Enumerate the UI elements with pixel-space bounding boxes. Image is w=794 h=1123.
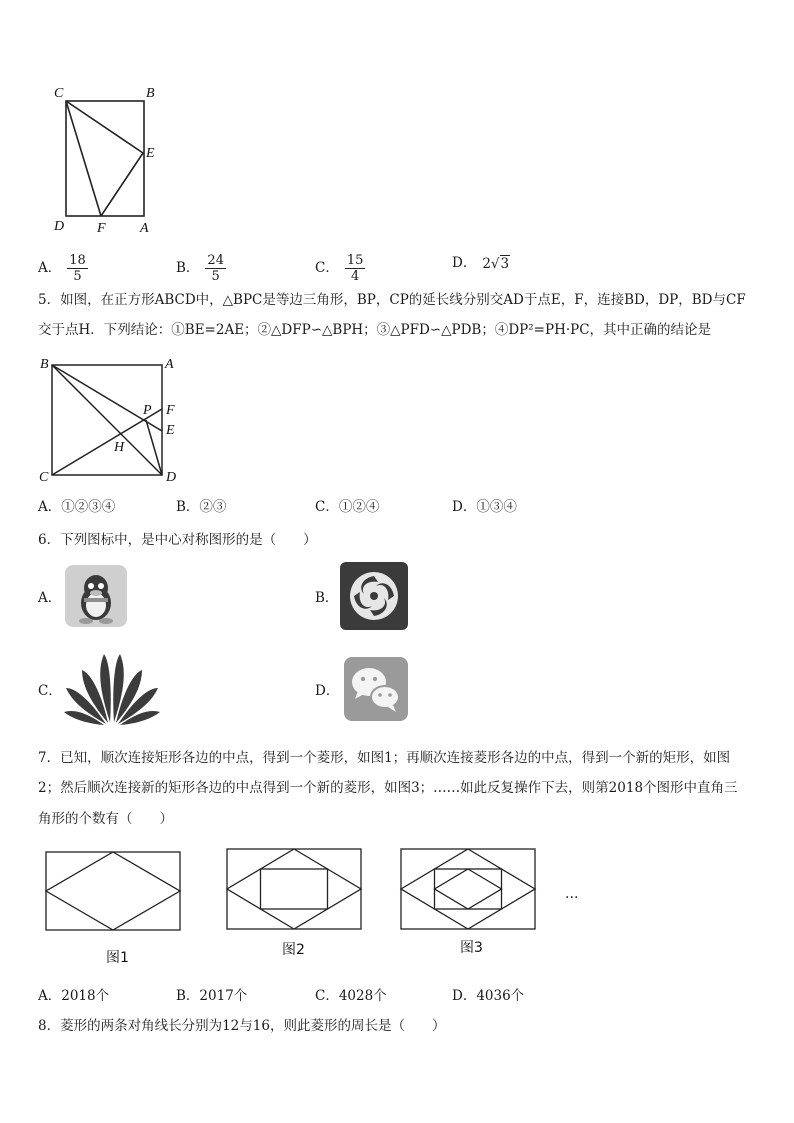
q5-stem-line1: 5．如图，在正方形ABCD中，△BPC是等边三角形，BP，CP的延长线分别交AD于点E，F，连接BD，DP，BD与CF xyxy=(38,292,746,308)
q7-fig3-inner-rectangle xyxy=(435,869,502,909)
q7-fig2-rectangle xyxy=(227,849,361,929)
q4-option-b-fraction: $\frac{24}{5}$ xyxy=(207,253,224,284)
q5-option-c: C．①②④ xyxy=(315,499,380,515)
q7-figure-3 xyxy=(400,848,540,963)
q7-fig3-inner-rhombus xyxy=(435,869,502,909)
q4-label-a: A xyxy=(140,221,149,236)
q7-caption-fig1: 图1 xyxy=(106,950,129,966)
q6-stem: 6．下列图标中，是中心对称图形的是（ ） xyxy=(38,532,317,548)
q4-option-a: A． $\frac{18}{5}$ xyxy=(38,253,86,284)
q4-label-c: C xyxy=(54,86,64,101)
q6-option-b-label: B． xyxy=(315,590,339,606)
q4-rectangle xyxy=(66,101,144,216)
q5-option-b: B．②③ xyxy=(176,499,227,515)
chat-bubbles-icon xyxy=(344,657,408,721)
q7-stem-line1: 7．已知，顺次连接矩形各边的中点，得到一个菱形，如图1；再顺次连接菱形各边的中点，得到一个新的矩形，如图 xyxy=(38,750,731,766)
q7-caption-fig3: 图3 xyxy=(460,940,483,956)
q5-label-a: A xyxy=(165,357,174,372)
q4-option-c: C． $\frac{15}{4}$ xyxy=(315,253,364,284)
petal-fan-logo-icon xyxy=(62,648,162,726)
q7-caption-fig2: 图2 xyxy=(282,942,305,958)
q7-stem-line3: 角形的个数有（ ） xyxy=(38,811,173,827)
q4-option-d-radical: 2√3 xyxy=(482,255,510,272)
q4-option-a-fraction: $\frac{18}{5}$ xyxy=(69,253,86,284)
q5-label-b: B xyxy=(40,357,49,372)
q4-option-d: D． 2√3 xyxy=(452,255,510,272)
q4-option-c-fraction: $\frac{15}{4}$ xyxy=(346,253,364,284)
q6-option-d-label: D． xyxy=(315,683,340,699)
penguin-icon xyxy=(65,565,127,627)
q5-segment-bd xyxy=(52,365,162,475)
q4-figure xyxy=(40,80,180,240)
q7-figure-2 xyxy=(226,848,366,963)
q5-label-e: E xyxy=(166,423,175,438)
q7-ellipsis: … xyxy=(565,886,579,902)
q7-stem-line2: 2；然后顺次连接新的矩形各边的中点得到一个新的菱形，如图3；……如此反复操作下去，则第2018个图形中直角三 xyxy=(38,780,738,796)
q7-fig1-rhombus xyxy=(46,852,180,930)
spiral-swirl-icon xyxy=(340,562,408,630)
q7-fig3-rectangle xyxy=(401,849,535,929)
q7-fig2-rhombus xyxy=(227,849,361,929)
q5-figure xyxy=(36,356,186,488)
q4-option-b: B． $\frac{24}{5}$ xyxy=(176,253,224,284)
q5-option-a: A．①②③④ xyxy=(38,499,116,515)
q8-stem: 8．菱形的两条对角线长分别为12与16，则此菱形的周长是（ ） xyxy=(38,1018,446,1034)
q5-segment-cf xyxy=(52,409,162,475)
q6-option-c-label: C． xyxy=(38,683,62,699)
q5-label-p: P xyxy=(143,403,152,418)
q5-label-h: H xyxy=(114,440,125,455)
q4-label-b: B xyxy=(146,86,155,101)
q6-option-a-label: A． xyxy=(38,590,62,606)
q7-fig3-rhombus xyxy=(401,849,535,929)
q7-option-c: C．4028个 xyxy=(315,988,387,1004)
q7-option-b: B．2017个 xyxy=(176,988,248,1004)
q7-option-a: A．2018个 xyxy=(38,988,110,1004)
q4-label-f: F xyxy=(97,221,106,236)
q7-option-d: D．4036个 xyxy=(452,988,525,1004)
q4-segment-fe xyxy=(101,153,143,216)
q5-label-c: C xyxy=(39,470,49,485)
q4-segment-cf xyxy=(66,101,101,216)
q7-fig2-inner-rectangle xyxy=(261,869,328,909)
q7-figure-1 xyxy=(44,850,184,970)
q5-label-d: D xyxy=(166,470,177,485)
q4-label-e: E xyxy=(146,146,155,161)
q5-segment-be xyxy=(52,365,162,431)
q4-label-d: D xyxy=(54,219,65,234)
q7-fig1-rectangle xyxy=(46,852,180,930)
q5-label-f: F xyxy=(166,403,175,418)
q5-stem-line2: 交于点H．下列结论：①BE=2AE；②△DFP∽△BPH；③△PFD∽△PDB；④DP²=PH·PC，其中正确的结论是 xyxy=(38,322,712,338)
q4-segment-ce xyxy=(66,101,143,153)
q5-option-d: D．①③④ xyxy=(452,499,517,515)
